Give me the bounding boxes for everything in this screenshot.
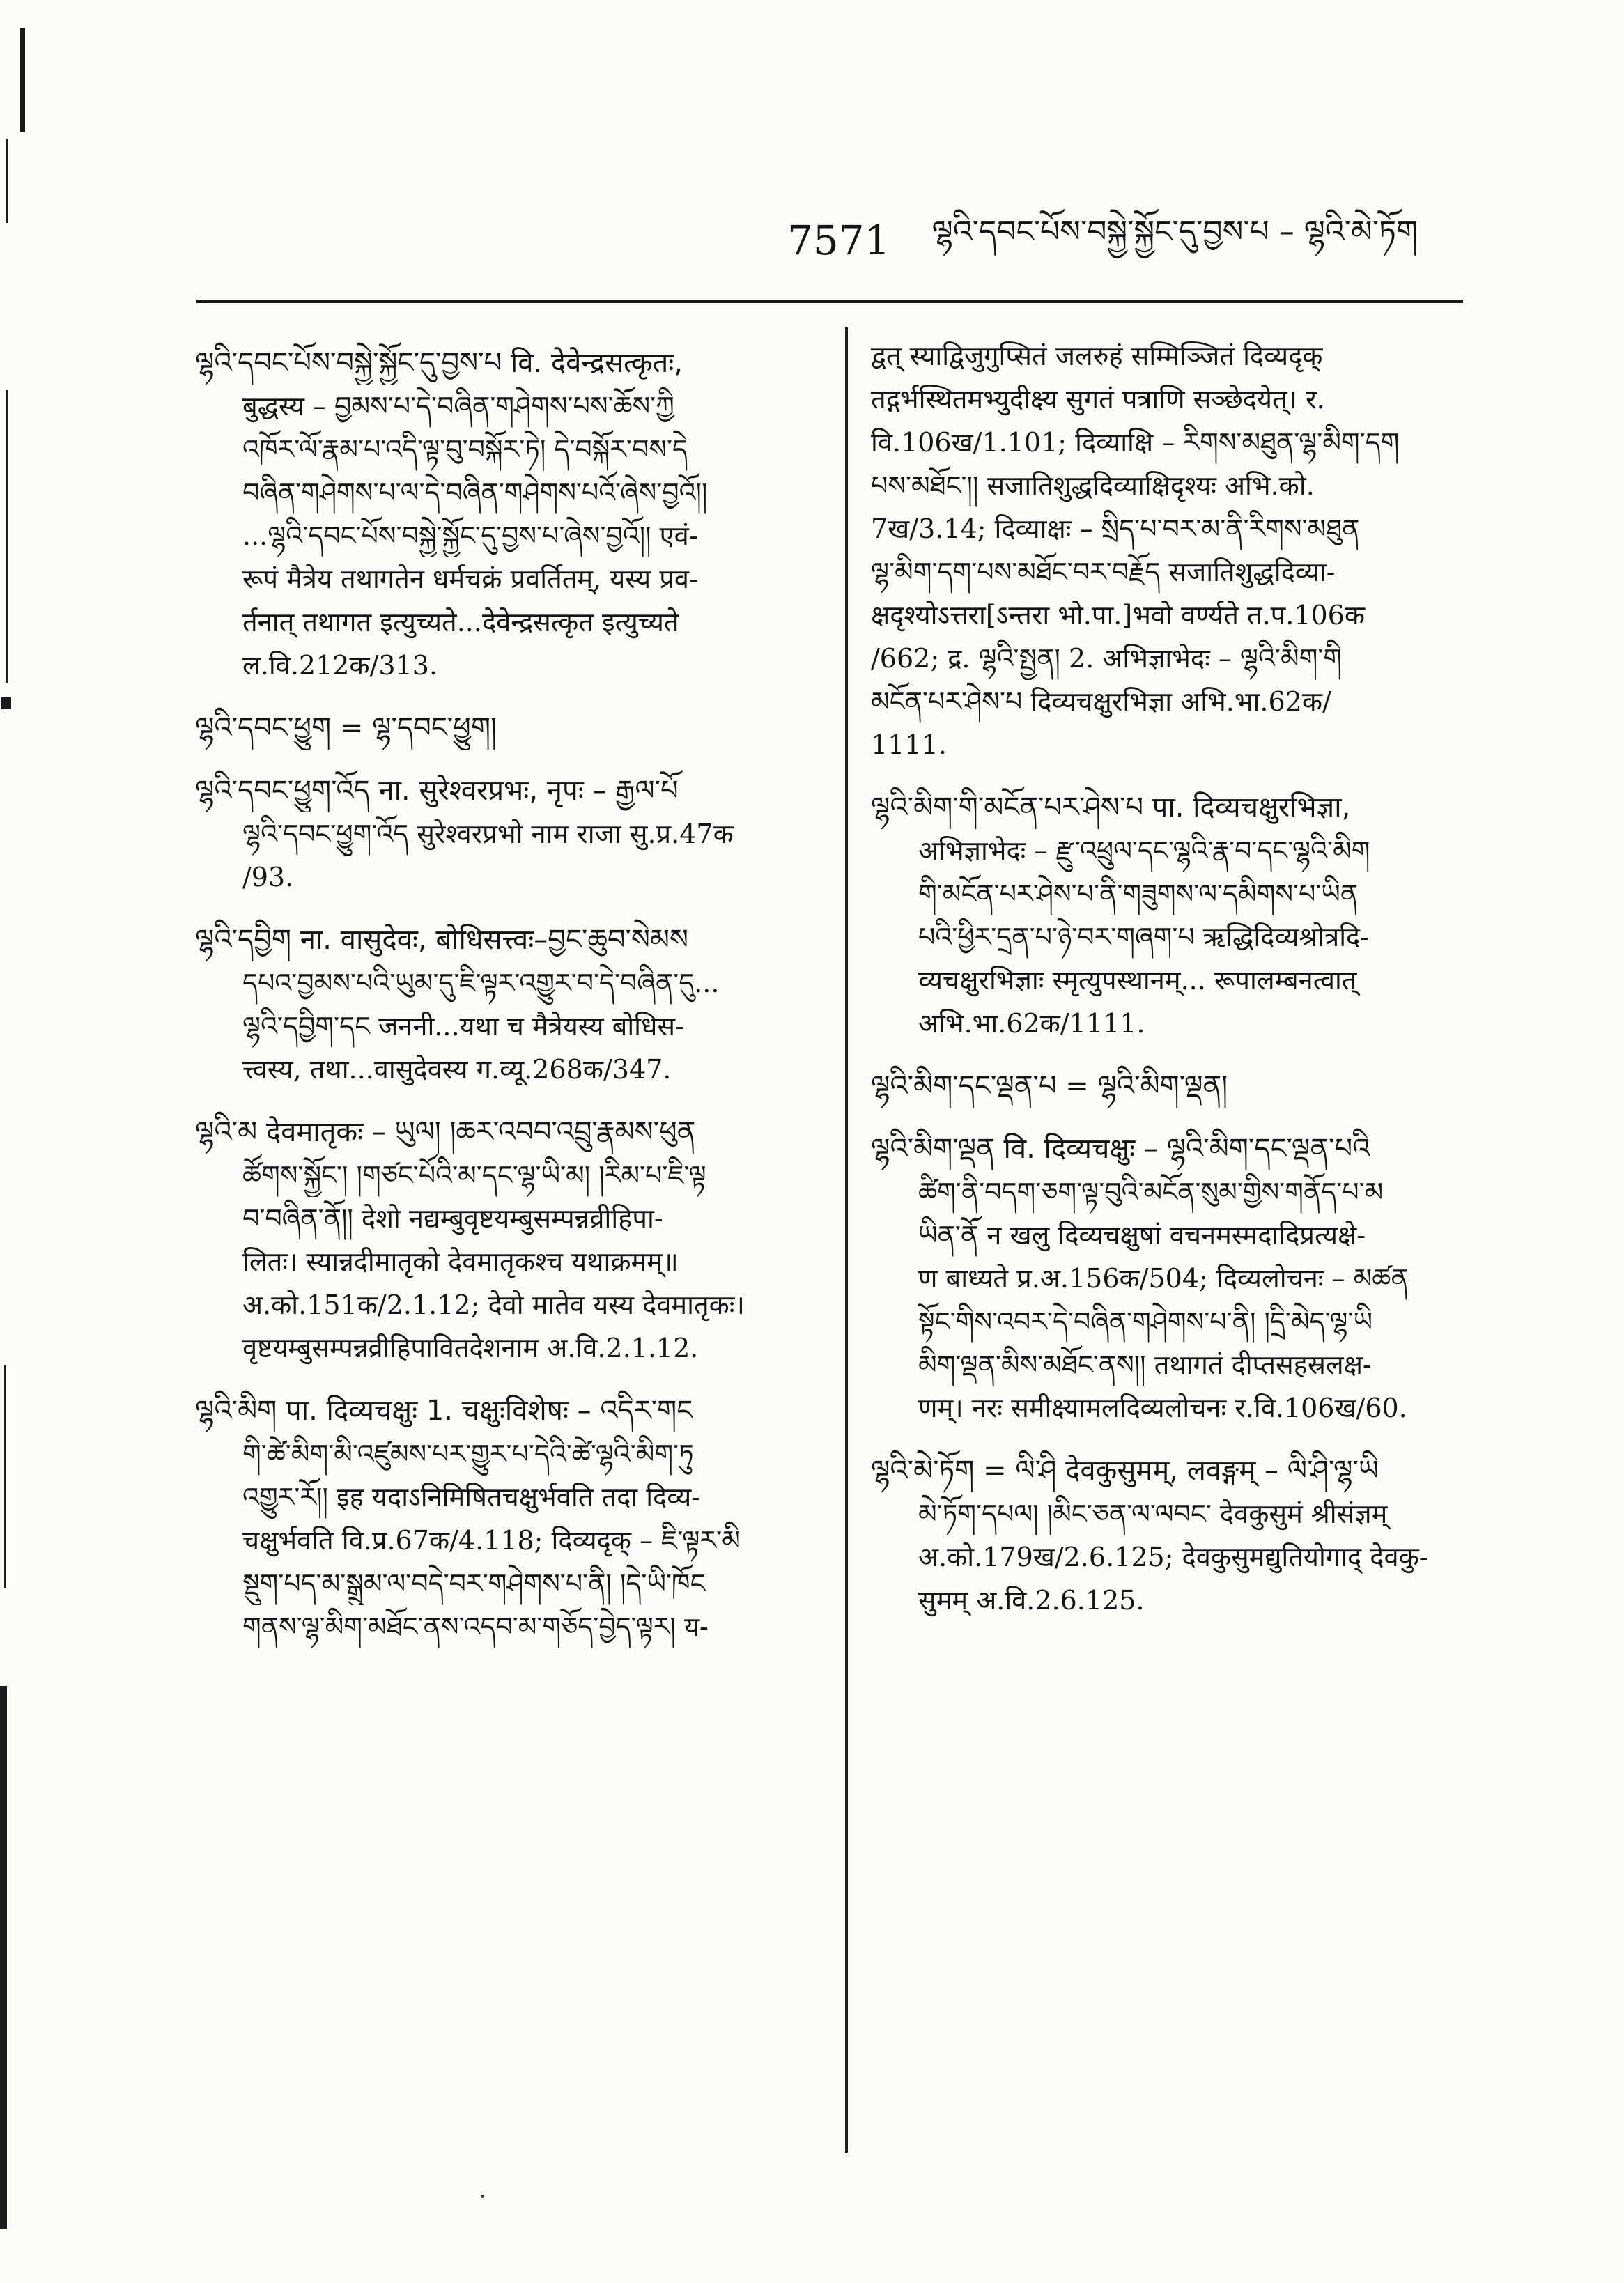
- dictionary-entry: [871, 1065, 1470, 1108]
- entry-line: व्यचक्षुरभिज्ञाः स्मृत्युपस्थानम्... रूपालम्बनत्वात्: [918, 965, 1357, 996]
- entry-line: ल.वि.212क/313.: [242, 650, 438, 681]
- dictionary-entry: [871, 334, 1470, 766]
- entry-line: ལྷའི་དབང་པོས་བསྐྱེ་སྐྱོང་དུ་བྱས་པ वि. देवेन्द्रसत्कृतः,: [195, 347, 683, 379]
- entry-line: ལྷའི་དབྱིག ना. वासुदेवः, बोधिसत्त्वः–བྱང་ཆུབ་སེམས: [195, 924, 689, 956]
- entry-line: པའི་ཕྱིར་དྲན་པ་ཉེ་བར་གཞག་པ ऋद्धिदिव्यश्रोत्रदि-: [918, 922, 1370, 952]
- entry-line: གནས་ལྷ་མིག་མཐོང་ནས་འདབ་མ་གཅོད་བྱེད་ལྟར། य-: [242, 1611, 709, 1642]
- entry-line: ण बाध्यते प्र.अ.156क/504; दिव्यलोचनः – མཚན: [918, 1263, 1409, 1294]
- entry-line: र्तनात् तथागत इत्युच्यते...देवेन्द्रसत्कृत इत्युच्यते: [242, 607, 679, 637]
- page-header: [787, 209, 1456, 272]
- entry-line: ལྷའི་དབང་ཕྱུག = ལྷ་དབང་ཕྱུག།: [195, 712, 497, 744]
- page-number: 7571: [787, 217, 890, 264]
- entry-line: अभि.भा.62क/1111.: [918, 1008, 1145, 1039]
- entry-line: པས་མཐོང་།། सजातिशुद्धदिव्याक्षिदृश्यः अभि.को.: [871, 470, 1315, 501]
- entry-line: ལྷའི་མིག पा. दिव्यचक्षुः 1. चक्षुःविशेषः – འདིར་གང: [195, 1395, 693, 1427]
- entry-line: བཞིན་གཤེགས་པ་ལ་དེ་བཞིན་གཤེགས་པའོ་ཞེས་བྱའོ།།: [242, 477, 708, 508]
- dictionary-entry: [195, 706, 822, 750]
- entry-line: ལྷའི་མིག་དང་ལྡན་པ = ལྷའི་མིག་ལྡན།: [871, 1070, 1228, 1102]
- entry-line: སྡུག་པད་མ་སྒྲུམ་ལ་བདེ་བར་གཤེགས་པ་ནི། །དེ་ཡི་ཁོང: [242, 1568, 706, 1599]
- entry-line: त्त्वस्य, तथा...वासुदेवस्य ग.व्यू.268क/347.: [242, 1054, 672, 1085]
- entry-line: ལྷའི་མེ་ཏོག = ལི་ཤི देवकुसुमम्, लवङ्गम् – ལི་ཤི་ལྷ་ཡི: [871, 1455, 1379, 1487]
- entry-line: वि.106ख/1.101; दिव्याक्षि – རིགས་མཐུན་ལྷ་མིག་དག: [871, 427, 1400, 458]
- entry-line: ཚོགས་སྐྱོང་། །གཙང་པོའི་མ་དང་ལྷ་ཡི་མ། །རིམ་པ་ཇི་ལྟ: [242, 1160, 706, 1191]
- entry-line: ལྷ་མིག་དག་པས་མཐོང་བར་བརྗོད सजातिशुद्धदिव्या-: [871, 557, 1336, 587]
- dictionary-entry: [871, 1449, 1470, 1622]
- entry-line: ལྷའི་མིག་གི་མངོན་པར་ཤེས་པ पा. दिव्यचक्षुरभिज्ञा,: [871, 791, 1351, 823]
- entry-line: ལྷའི་མིག་ལྡན वि. दिव्यचक्षुः – ལྷའི་མིག་དང་ལྡན་པའི: [871, 1133, 1370, 1165]
- header-rule: [196, 300, 1463, 303]
- entry-line: འཁོར་ལོ་རྣམ་པ་འདི་ལྟ་བུ་བསྐོར་ཏེ། དེ་བསྐོར་བས་དེ: [242, 434, 688, 465]
- entry-line: གི་ཚེ་མིག་མི་འཛུམས་པར་གྱུར་པ་དེའི་ཚེ་ལྷའི་མིག་ཏུ: [242, 1439, 694, 1469]
- dictionary-entry: [871, 786, 1470, 1045]
- entry-line: 1111.: [871, 729, 947, 760]
- entry-line: ཡིན་ནོ न खलु दिव्यचक्षुषां वचनमस्मदादिप्रत्यक्षे-: [918, 1220, 1366, 1251]
- entry-line: चक्षुर्भवति वि.प्र.67क/4.118; दिव्यदृक् – ཇི་ལྟར་མི: [242, 1525, 741, 1556]
- dictionary-entry: [195, 1110, 822, 1370]
- column-divider: [845, 327, 848, 2153]
- entry-line: णम्। नरः समीक्ष्यामलदिव्यलोचनः र.वि.106ख/60.: [918, 1393, 1407, 1423]
- entry-line: /93.: [242, 862, 294, 892]
- entry-line: रूपं मैत्रेय तथागतेन धर्मचक्रं प्रवर्तितम्, यस्य प्रव-: [242, 564, 698, 594]
- right-column: [871, 334, 1470, 1641]
- entry-line: མིག་ལྡན་མིས་མཐོང་ནས།། तथागतं दीप्तसहस्रलक्ष-: [918, 1349, 1372, 1380]
- entry-line: /662; द्र. ལྷའི་སྤྱན། 2. अभिज्ञाभेदः – ལྷའི་མིག་གི: [871, 643, 1343, 674]
- left-column: [195, 341, 822, 1668]
- entry-line: ཚིག་ནི་བདག་ཅག་ལྟ་བུའི་མངོན་སུམ་གྱིས་གནོད་པ་མ: [918, 1177, 1384, 1207]
- running-head: ལྷའི་དབང་པོས་བསྐྱེ་སྐྱོང་དུ་བྱས་པ – ལྷའི་མེ་ཏོག: [931, 214, 1418, 249]
- entry-line: सुमम् अ.वि.2.6.125.: [918, 1585, 1145, 1616]
- dictionary-entry: [195, 918, 822, 1091]
- entry-line: ལྷའི་དབང་ཕྱུག་འོད ना. सुरेश्वरप्रभः, नृपः – རྒྱལ་པོ: [195, 775, 679, 807]
- entry-line: འགྱུར་རོ།། इह यदाऽनिमिषितचक्षुर्भवति तदा दिव्य-: [242, 1482, 701, 1512]
- entry-line: ལྷའི་མ देवमातृकः – ཡུལ། །ཆར་འབབ་འབྲུ་རྣམས་ཕུན: [195, 1116, 696, 1148]
- dictionary-entry: [195, 769, 822, 899]
- entry-line: लितः। स्यान्नदीमातृको देवमातृकश्च यथाक्रमम्॥: [242, 1246, 679, 1277]
- entry-line: མངོན་པར་ཤེས་པ दिव्यचक्षुरभिज्ञा अभि.भा.62क/: [871, 686, 1331, 717]
- entry-line: द्वत् स्याद्विजुगुप्सितं जलरुहं सम्मिञ्जितं दिव्यदृक्: [871, 341, 1323, 371]
- entry-line: बुद्धस्य – བྱམས་པ་དེ་བཞིན་གཤེགས་པས་ཆོས་ཀྱི: [242, 391, 674, 421]
- dictionary-entry: [871, 1127, 1470, 1430]
- entry-line: 7ख/3.14; दिव्याक्षः – སྲིད་པ་བར་མ་ནི་རིགས་མཐུན: [871, 513, 1360, 544]
- entry-line: वृष्टयम्बुसम्पन्नव्रीहिपावितदेशनाम अ.वि.2.1.12.: [242, 1333, 699, 1363]
- entry-line: སྟོང་གིས་འབར་དེ་བཞིན་གཤེགས་པ་ནི། །དྲི་མེད་ལྷ་ཡི: [918, 1306, 1373, 1337]
- binding-edge: [0, 0, 49, 2283]
- ink-speck: [481, 2195, 484, 2198]
- dictionary-entry: [195, 1389, 822, 1648]
- dictionary-entry: [195, 341, 822, 687]
- entry-line: अभिज्ञाभेदः – རྫུ་འཕྲུལ་དང་ལྷའི་རྣ་བ་དང་ལྷའི་མིག: [918, 835, 1370, 866]
- entry-line: གི་མངོན་པར་ཤེས་པ་ནི་གཟུགས་ལ་དམིགས་པ་ཡིན: [918, 879, 1359, 909]
- entry-line: བ་བཞིན་ནོ།། देशो नद्यम्बुवृष्टयम्बुसम्पन्नव्रीहिपा-: [242, 1203, 663, 1234]
- entry-line: अ.को.179ख/2.6.125; देवकुसुमद्युतियोगाद् देवकु-: [918, 1542, 1428, 1572]
- entry-line: དཔའ་བྱམས་པའི་ཡུམ་དུ་ཇི་ལྟར་འགྱུར་བ་དེ་བཞིན་དུ...: [242, 968, 720, 998]
- entry-line: ...ལྷའི་དབང་པོས་བསྐྱེ་སྐྱོང་དུ་བྱས་པ་ཞེས་བྱའོ།། एवं-: [242, 520, 698, 551]
- entry-line: क्षदृश्योऽत्तरा[ऽन्तरा भो.पा.]भवो वर्ण्यते त.प.106क: [871, 600, 1366, 630]
- entry-line: ལྷའི་དབྱིག་དང जननी...यथा च मैत्रेयस्य बोधिस-: [242, 1011, 684, 1042]
- entry-line: ལྷའི་དབང་ཕྱུག་འོད सुरेश्वरप्रभो नाम राजा सु.प्र.47क: [242, 819, 734, 849]
- entry-line: མེ་ཏོག་དཔལ། །མིང་ཅན་ལ་ལབང་ देवकुसुमं श्रीसंज्ञम्: [918, 1499, 1388, 1529]
- entry-line: तद्गर्भस्थितमभ्युदीक्ष्य सुगतं पत्राणि सञ्छेदयेत्। र.: [871, 384, 1325, 415]
- entry-line: अ.को.151क/2.1.12; देवो मातेव यस्य देवमातृकः।: [242, 1290, 745, 1320]
